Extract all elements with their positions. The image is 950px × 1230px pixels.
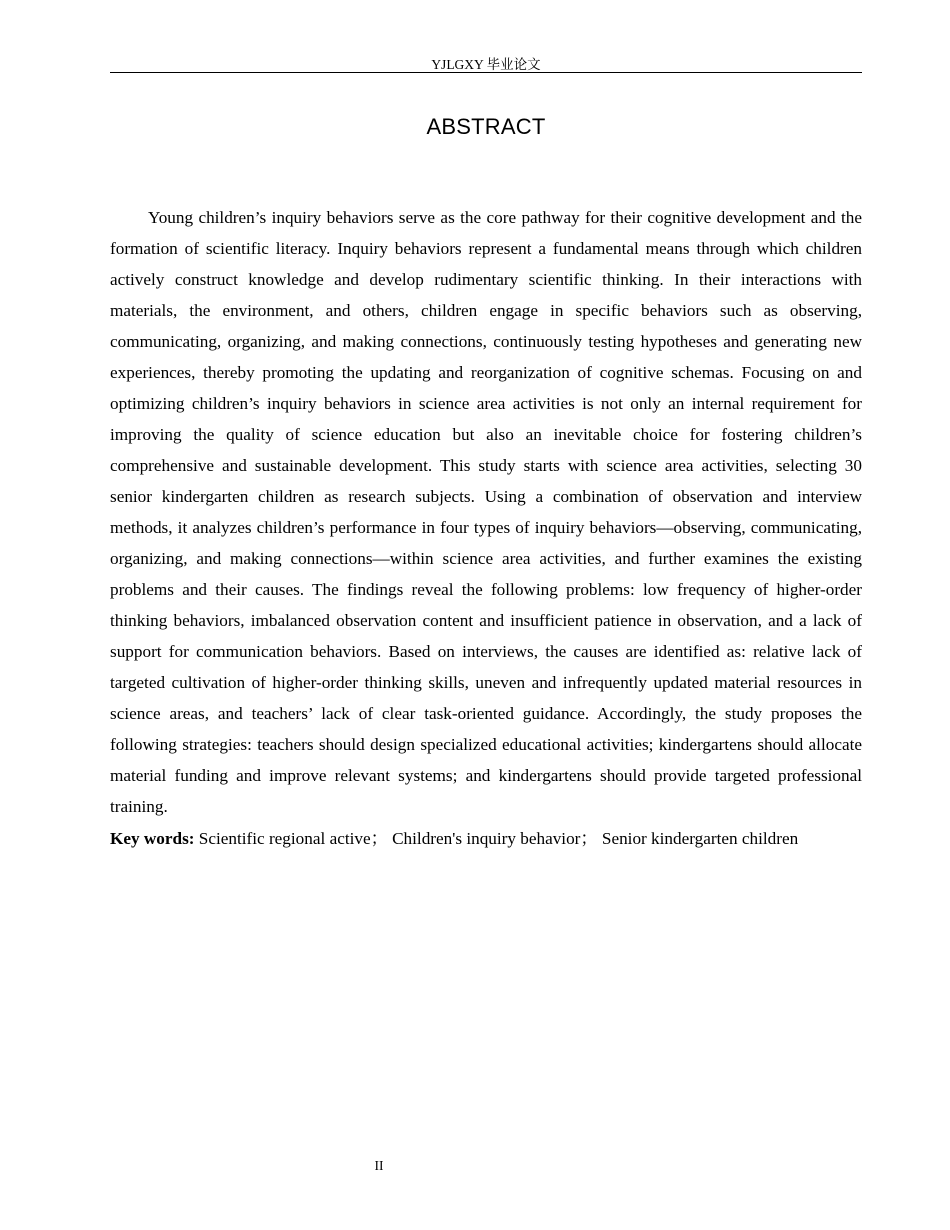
keyword-item: Children's inquiry behavior； (392, 829, 598, 848)
running-header: YJLGXY 毕业论文 (431, 57, 541, 72)
header-rule (110, 72, 862, 73)
abstract-paragraph: Young children’s inquiry behaviors serve as the core pathway for their cognitive development and the formation of scientific literacy. Inquiry behaviors represent a fundamental means through which children actively construct knowledge and develop rudimentary scientific thinking. In their interactions with materials, the environment, and others, children engage in specific behaviors such as observing, communicating, organizing, and making connections, continuously testing hypotheses and generating new experiences, thereby promoting the updating and reorganization of cognitive schemas. Focusing on and optimizing children’s inquiry behaviors in science area activities is not only an internal requirement for improving the quality of science education but also an inevitable choice for fostering children’s comprehensive and sustainable development. This study starts with science area activities, selecting 30 senior kindergarten children as research subjects. Using a combination of observation and interview methods, it analyzes children’s performance in four types of inquiry behaviors—observing, communicating, organizing, and making connections—within science area activities, and further examines the existing problems and their causes. The findings reveal the following problems: low frequency of higher-order thinking behaviors, imbalanced observation content and insufficient patience in observation, and a lack of support for communication behaviors. Based on interviews, the causes are identified as: relative lack of targeted cultivation of higher-order thinking skills, uneven and infrequently updated material resources in science areas, and teachers’ lack of clear task-oriented guidance. Accordingly, the study proposes the following strategies: teachers should design specialized educational activities; kindergartens should allocate material funding and improve relevant systems; and kindergartens should provide targeted professional training. (110, 208, 862, 816)
keywords-line (110, 823, 862, 854)
keyword-item: Senior kindergarten children (601, 829, 799, 848)
page-number: II (374, 1158, 384, 1173)
keyword-item: Scientific regional active； (198, 829, 388, 848)
page-title: ABSTRACT (426, 114, 546, 139)
keywords-label: Key words: (110, 829, 195, 848)
